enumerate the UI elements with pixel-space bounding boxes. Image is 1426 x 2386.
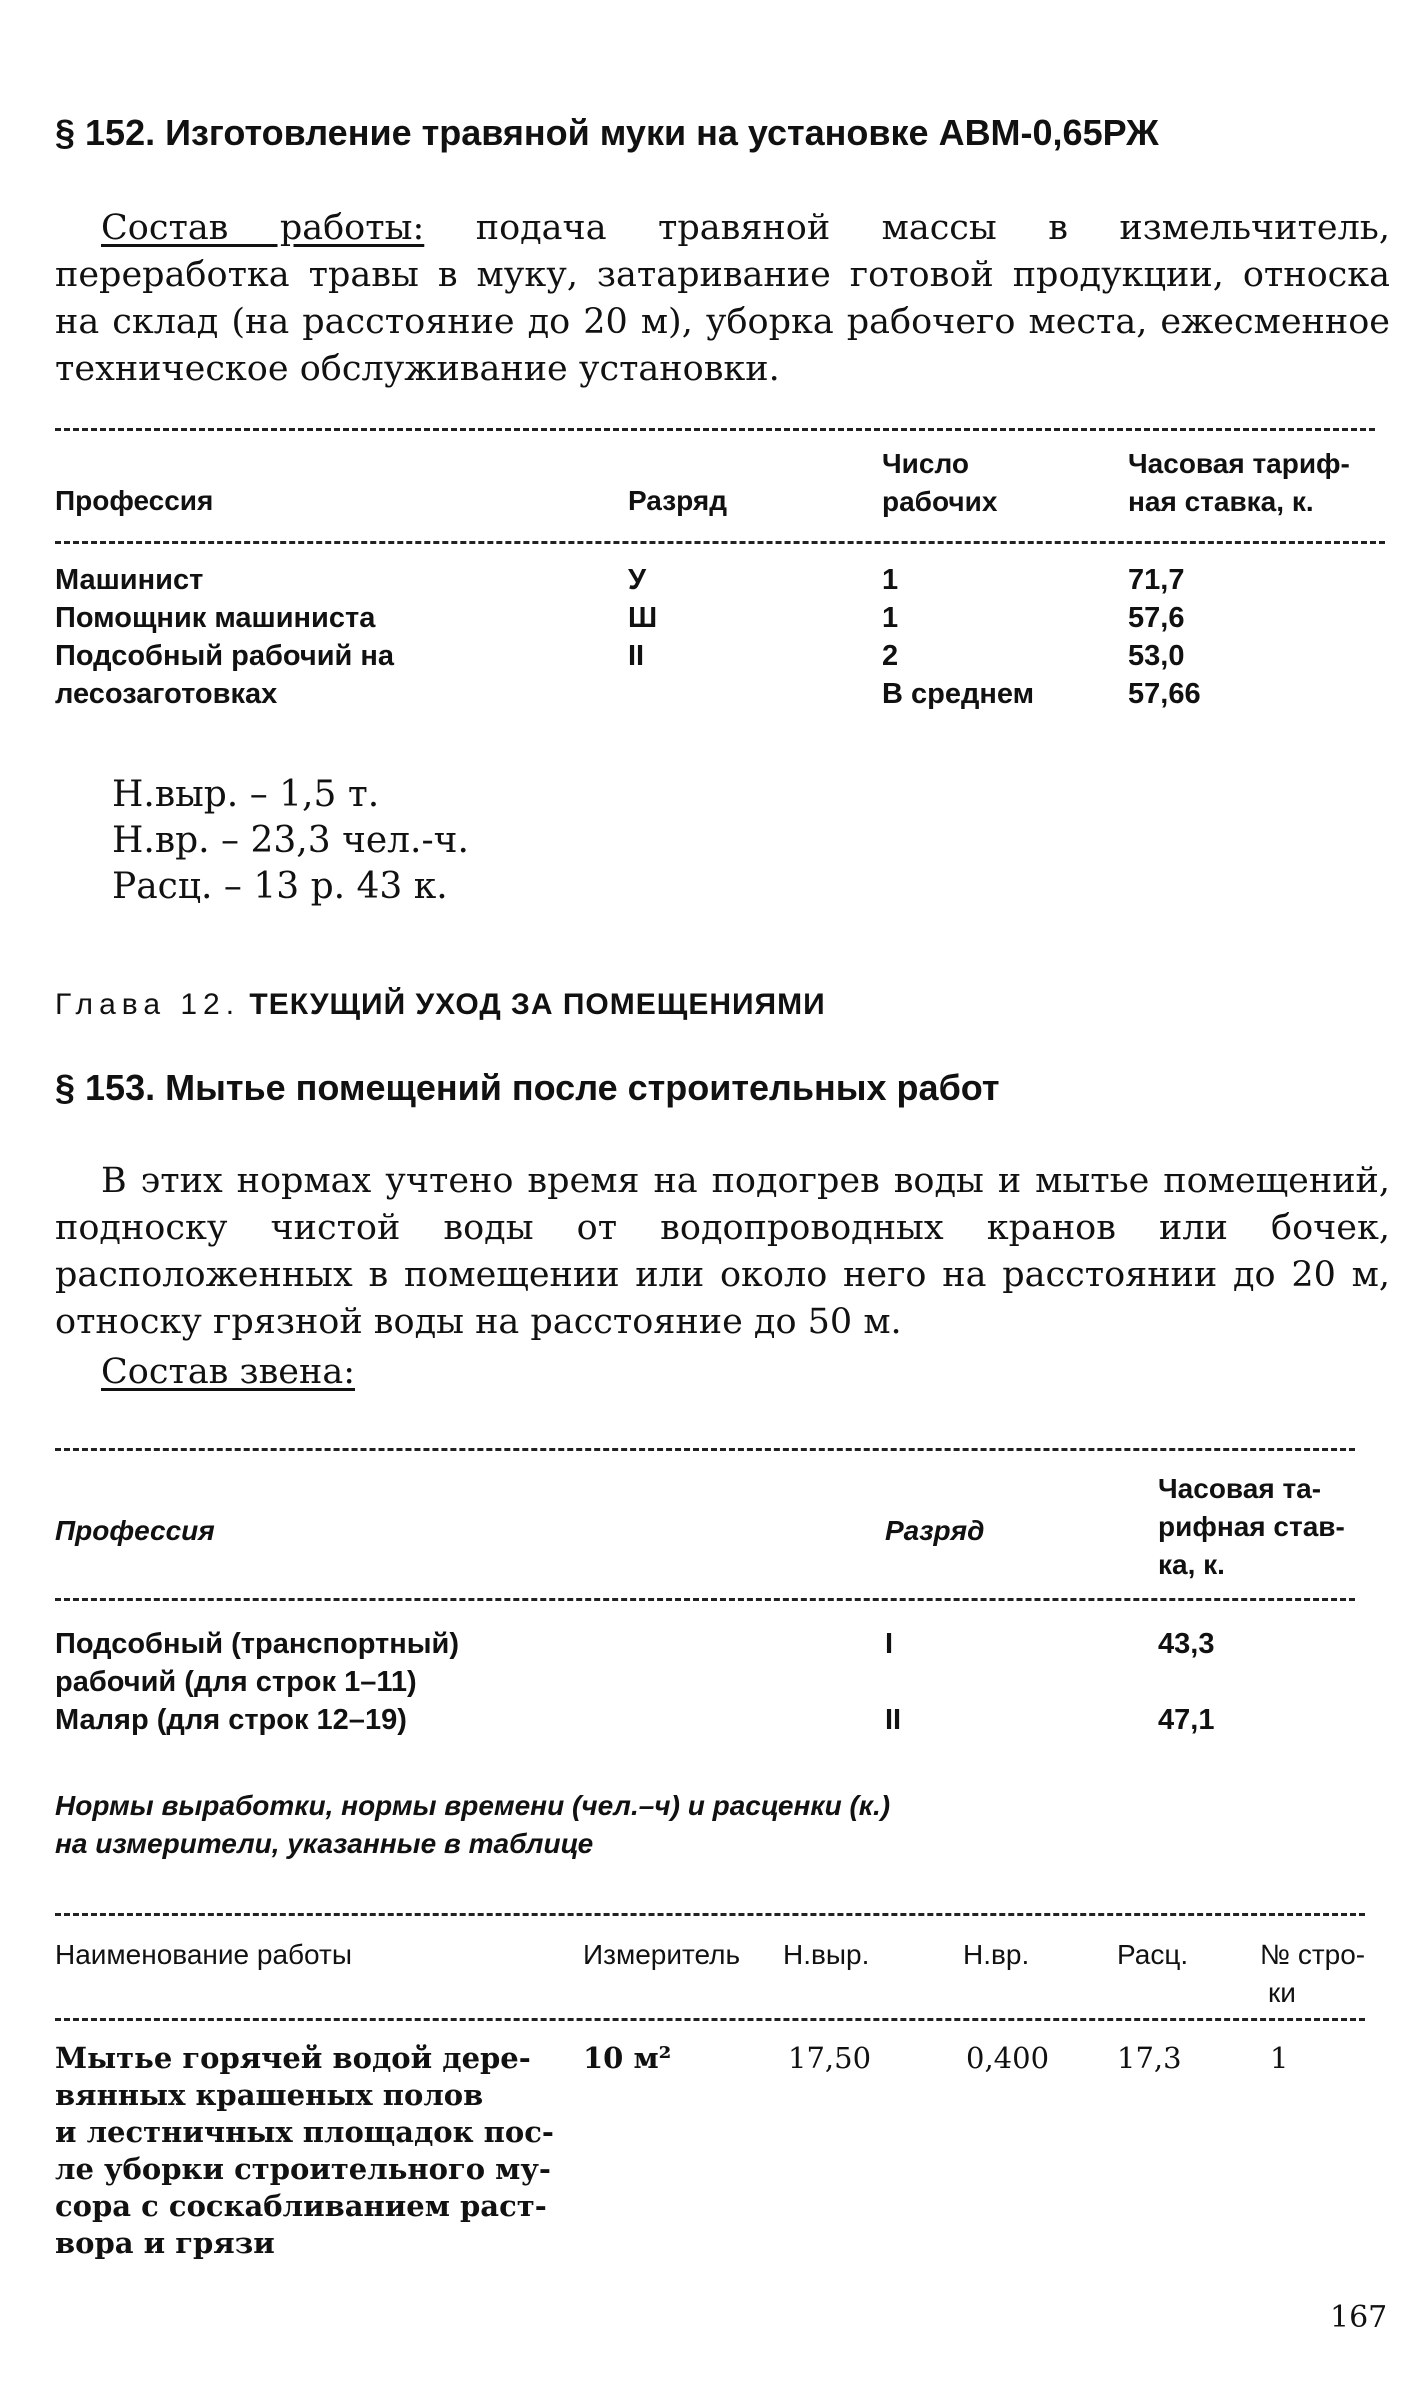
norms-cell-row-number: 1 xyxy=(1270,2041,1289,2075)
norms-cell-time: 0,400 xyxy=(966,2041,1050,2075)
table1-header-grade: Разряд xyxy=(628,485,727,516)
table1-cell-grade: У xyxy=(628,564,647,596)
section-153-title: § 153. Мытье помещений после строительных работ xyxy=(55,1067,1000,1108)
norms-header-output: Н.выр. xyxy=(783,1939,870,1970)
norms-cell-price: 17,3 xyxy=(1117,2041,1182,2075)
table1-cell-rate: 71,7 xyxy=(1128,564,1185,596)
table1-cell-workers: 2 xyxy=(882,640,899,672)
crew-header-rate-1: Часовая та- xyxy=(1158,1473,1322,1504)
table1-cell-workers: В среднем xyxy=(882,678,1035,710)
crew-header-rule xyxy=(55,1598,1355,1601)
chapter-prefix: Глава 12. xyxy=(55,988,241,1021)
chapter-heading xyxy=(55,988,826,1022)
chapter-title: ТЕКУЩИЙ УХОД ЗА ПОМЕЩЕНИЯМИ xyxy=(249,988,826,1021)
norms-caption-line2: на измерители, указанные в таблице xyxy=(55,1828,594,1859)
table1-cell-rate: 57,66 xyxy=(1128,678,1201,710)
crew-table-top-rule xyxy=(55,1448,1355,1451)
page-number: 167 xyxy=(1330,2300,1388,2335)
table1-header-rate-2: ная ставка, к. xyxy=(1128,486,1314,517)
norms-cell-work-line: ле уборки строительного му- xyxy=(55,2152,551,2186)
composition-label: Состав работы: xyxy=(101,208,425,248)
table1-cell-grade: Ш xyxy=(628,602,658,634)
norm-output: Н.выр. – 1,5 т. xyxy=(112,774,380,815)
norms-header-row-1: № стро- xyxy=(1260,1939,1366,1970)
table1-header-rule xyxy=(55,541,1385,544)
table1-cell-rate: 53,0 xyxy=(1128,640,1185,672)
crew-header-rate-3: ка, к. xyxy=(1158,1549,1225,1580)
table1-cell-workers: 1 xyxy=(882,564,899,596)
norms-header-row-2: ки xyxy=(1268,1977,1296,2008)
crew-cell-grade: II xyxy=(885,1704,902,1736)
norm-time: Н.вр. – 23,3 чел.-ч. xyxy=(112,820,469,861)
norms-header-time: Н.вр. xyxy=(963,1939,1030,1970)
crew-cell-rate: 43,3 xyxy=(1158,1628,1215,1660)
crew-cell-profession: Маляр (для строк 12–19) xyxy=(55,1704,407,1736)
norms-cell-work-line: и лестничных площадок пос- xyxy=(55,2115,554,2149)
crew-header-grade: Разряд xyxy=(885,1515,985,1546)
section-153-intro: В этих нормах учтено время на подогрев воды и мытье помещений, подноску чистой воды от водопроводных кранов или бочек, расположенных в помещении или около него на расстоянии до 20 м, относку грязной воды на расстояние до 50 м. xyxy=(55,1161,1390,1342)
crew-label-text: Состав звена: xyxy=(101,1352,356,1392)
crew-label xyxy=(101,1349,355,1396)
table1-cell-profession: Машинист xyxy=(55,564,204,596)
table1-cell-rate: 57,6 xyxy=(1128,602,1185,634)
table1-top-rule xyxy=(55,428,1375,431)
table1-cell-workers: 1 xyxy=(882,602,899,634)
composition-text: подача травяной массы в измельчитель, переработка травы в муку, затаривание готовой продукции, относка на склад (на расстояние до 20 м), уборка рабочего места, ежесменное техническое обслуживание установки. xyxy=(55,208,1390,389)
norms-table-top-rule xyxy=(55,1913,1365,1916)
section-152-composition xyxy=(55,205,1390,393)
norms-cell-work-line: Мытье горячей водой дере- xyxy=(55,2041,531,2075)
table1-cell-profession: лесозаготовках xyxy=(55,678,278,710)
crew-cell-rate: 47,1 xyxy=(1158,1704,1215,1736)
norms-header-price: Расц. xyxy=(1117,1939,1189,1970)
norms-cell-work-line: вора и грязи xyxy=(55,2226,275,2260)
crew-header-rate-2: рифная став- xyxy=(1158,1511,1345,1542)
table1-cell-profession: Подсобный рабочий на xyxy=(55,640,395,672)
norms-header-unit: Измеритель xyxy=(583,1939,741,1970)
norms-cell-output: 17,50 xyxy=(788,2041,872,2075)
table1-header-rate-1: Часовая тариф- xyxy=(1128,448,1350,479)
norms-header-work: Наименование работы xyxy=(55,1939,352,1970)
table1-cell-grade: II xyxy=(628,640,645,672)
crew-header-profession: Профессия xyxy=(55,1515,215,1546)
norms-header-rule xyxy=(55,2018,1365,2021)
table1-header-profession: Профессия xyxy=(55,485,214,516)
norms-cell-work-line: вянных крашеных полов xyxy=(55,2078,484,2112)
crew-cell-profession-2: рабочий (для строк 1–11) xyxy=(55,1666,417,1698)
norms-cell-unit: 10 м² xyxy=(583,2041,672,2075)
norms-cell-work-line: сора с соскабливанием раст- xyxy=(55,2189,547,2223)
norm-rate: Расц. – 13 р. 43 к. xyxy=(112,866,448,907)
section-152-title: § 152. Изготовление травяной муки на установке АВМ-0,65РЖ xyxy=(55,112,1159,153)
table1-cell-profession: Помощник машиниста xyxy=(55,602,376,634)
crew-cell-profession: Подсобный (транспортный) xyxy=(55,1628,460,1660)
table1-header-workers-1: Число xyxy=(882,448,969,479)
norms-caption-line1: Нормы выработки, нормы времени (чел.–ч) и расценки (к.) xyxy=(55,1790,891,1821)
table1-header-workers-2: рабочих xyxy=(882,486,998,517)
crew-cell-grade: I xyxy=(885,1628,894,1660)
